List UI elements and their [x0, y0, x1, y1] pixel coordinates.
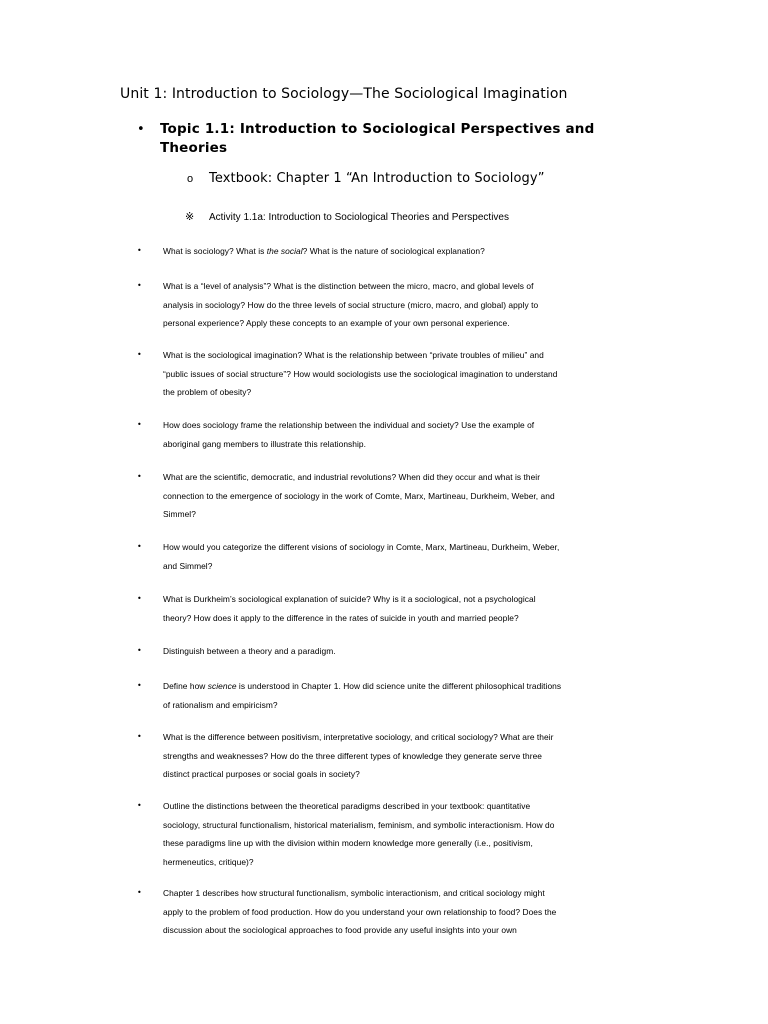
topic-title: Topic 1.1: Introduction to Sociological Perspectives and Theories: [159, 121, 595, 156]
question-item: [137, 416, 627, 453]
activity-reference: [185, 210, 509, 223]
question-text-part: ? What is the nature of sociological explanation?: [302, 246, 485, 256]
question-text: [163, 468, 555, 524]
bullet-icon: •: [137, 246, 142, 255]
question-line: What is Durkheim’s sociological explanation of suicide? Why is it a sociological, not a psychological: [163, 594, 536, 604]
question-line: the problem of obesity?: [163, 387, 252, 397]
question-line: theory? How does it apply to the difference in the rates of suicide in youth and married people?: [163, 612, 519, 623]
textbook-text: Textbook: Chapter 1 “An Introduction to Sociology”: [209, 171, 545, 186]
question-text: [163, 346, 557, 402]
question-item: [137, 642, 627, 661]
topic-heading: [137, 120, 607, 158]
question-line: strengths and weaknesses? How do the three different types of knowledge they generate serve three: [163, 750, 543, 761]
question-line: connection to the emergence of sociology in the work of Comte, Marx, Martineau, Durkheim, Weber, and: [163, 490, 555, 501]
question-line: How does sociology frame the relationship between the individual and society? Use the example of: [163, 420, 535, 430]
question-text: [163, 884, 556, 940]
bullet-icon: •: [137, 801, 142, 810]
question-line: hermeneutics, critique)?: [163, 856, 254, 867]
question-item: [137, 677, 627, 714]
question-text: [163, 642, 336, 661]
question-line: Chapter 1 describes how structural functionalism, symbolic interactionism, and critical sociology might: [163, 888, 545, 898]
question-text: [163, 242, 485, 261]
question-text: [163, 416, 534, 453]
reference-mark-icon: ※: [185, 210, 195, 223]
bullet-icon: •: [137, 472, 142, 481]
question-line: these paradigms line up with the division within modern knowledge more generally (i.e., positivism,: [163, 838, 533, 848]
question-line: “public issues of social structure”? How would sociologists use the sociological imagination to understand: [163, 368, 558, 379]
question-line: How would you categorize the different visions of sociology in Comte, Marx, Martineau, Durkheim, Weber,: [163, 542, 560, 552]
question-line: personal experience? Apply these concepts to an example of your own personal experience.: [163, 318, 510, 328]
question-item: [137, 346, 627, 402]
question-item: [137, 538, 627, 575]
question-line: analysis in sociology? How do the three levels of social structure (micro, macro, and global) apply to: [163, 299, 539, 310]
question-line: distinct practical purposes or social goals in society?: [163, 769, 360, 779]
question-line: sociology, structural functionalism, historical materialism, feminism, and symbolic interactionism. How do: [163, 819, 555, 830]
question-item: [137, 277, 627, 333]
question-line: Outline the distinctions between the theoretical paradigms described in your textbook: quantitative: [163, 801, 531, 811]
question-italic-term: science: [207, 681, 237, 691]
question-line: and Simmel?: [163, 560, 213, 571]
bullet-icon: •: [137, 681, 142, 690]
question-text: [163, 797, 554, 871]
activity-text: Activity 1.1a: Introduction to Sociological Theories and Perspectives: [209, 212, 509, 223]
bullet-icon: •: [137, 646, 142, 655]
question-text-part: is understood in Chapter 1. How did science unite the different philosophical traditions: [236, 681, 562, 691]
question-line: Distinguish between a theory and a paradigm.: [163, 646, 336, 656]
bullet-icon: •: [137, 542, 142, 551]
question-text-part: What is sociology? What is: [163, 246, 267, 256]
question-text-part: Define how: [163, 681, 208, 691]
question-line: What is the difference between positivism, interpretative sociology, and critical sociology? What are their: [163, 732, 554, 742]
question-line: of rationalism and empiricism?: [163, 699, 278, 710]
question-line: discussion about the sociological approaches to food provide any useful insights into your own: [163, 925, 517, 935]
circle-bullet-icon: o: [187, 173, 194, 185]
textbook-reference: [187, 171, 545, 186]
question-text: [163, 728, 553, 784]
question-item: [137, 242, 627, 261]
question-text: [163, 677, 561, 714]
question-text: [163, 590, 536, 627]
question-item: [137, 797, 627, 871]
question-line: [163, 242, 485, 261]
bullet-icon: •: [137, 888, 142, 897]
question-line: What is the sociological imagination? What is the relationship between “private troubles of milieu” and: [163, 350, 544, 360]
question-item: [137, 590, 627, 627]
unit-title: Unit 1: Introduction to Sociology—The Sociological Imagination: [120, 86, 568, 102]
bullet-icon: •: [137, 281, 142, 290]
bullet-icon: •: [137, 594, 142, 603]
question-item: [137, 884, 627, 940]
question-line: aboriginal gang members to illustrate this relationship.: [163, 438, 366, 449]
bullet-icon: •: [137, 122, 145, 137]
question-italic-term: the social: [266, 246, 303, 256]
question-text: [163, 538, 559, 575]
question-line: Simmel?: [163, 509, 196, 519]
question-item: [137, 468, 627, 524]
question-text: [163, 277, 538, 333]
question-line: What is a “level of analysis”? What is the distinction between the micro, macro, and global levels of: [163, 281, 534, 291]
question-line: [163, 677, 561, 696]
bullet-icon: •: [137, 350, 142, 359]
bullet-icon: •: [137, 732, 142, 741]
question-line: What are the scientific, democratic, and industrial revolutions? When did they occur and what is their: [163, 472, 541, 482]
question-line: apply to the problem of food production. How do you understand your own relationship to food? Does the: [163, 906, 557, 917]
question-item: [137, 728, 627, 784]
bullet-icon: •: [137, 420, 142, 429]
